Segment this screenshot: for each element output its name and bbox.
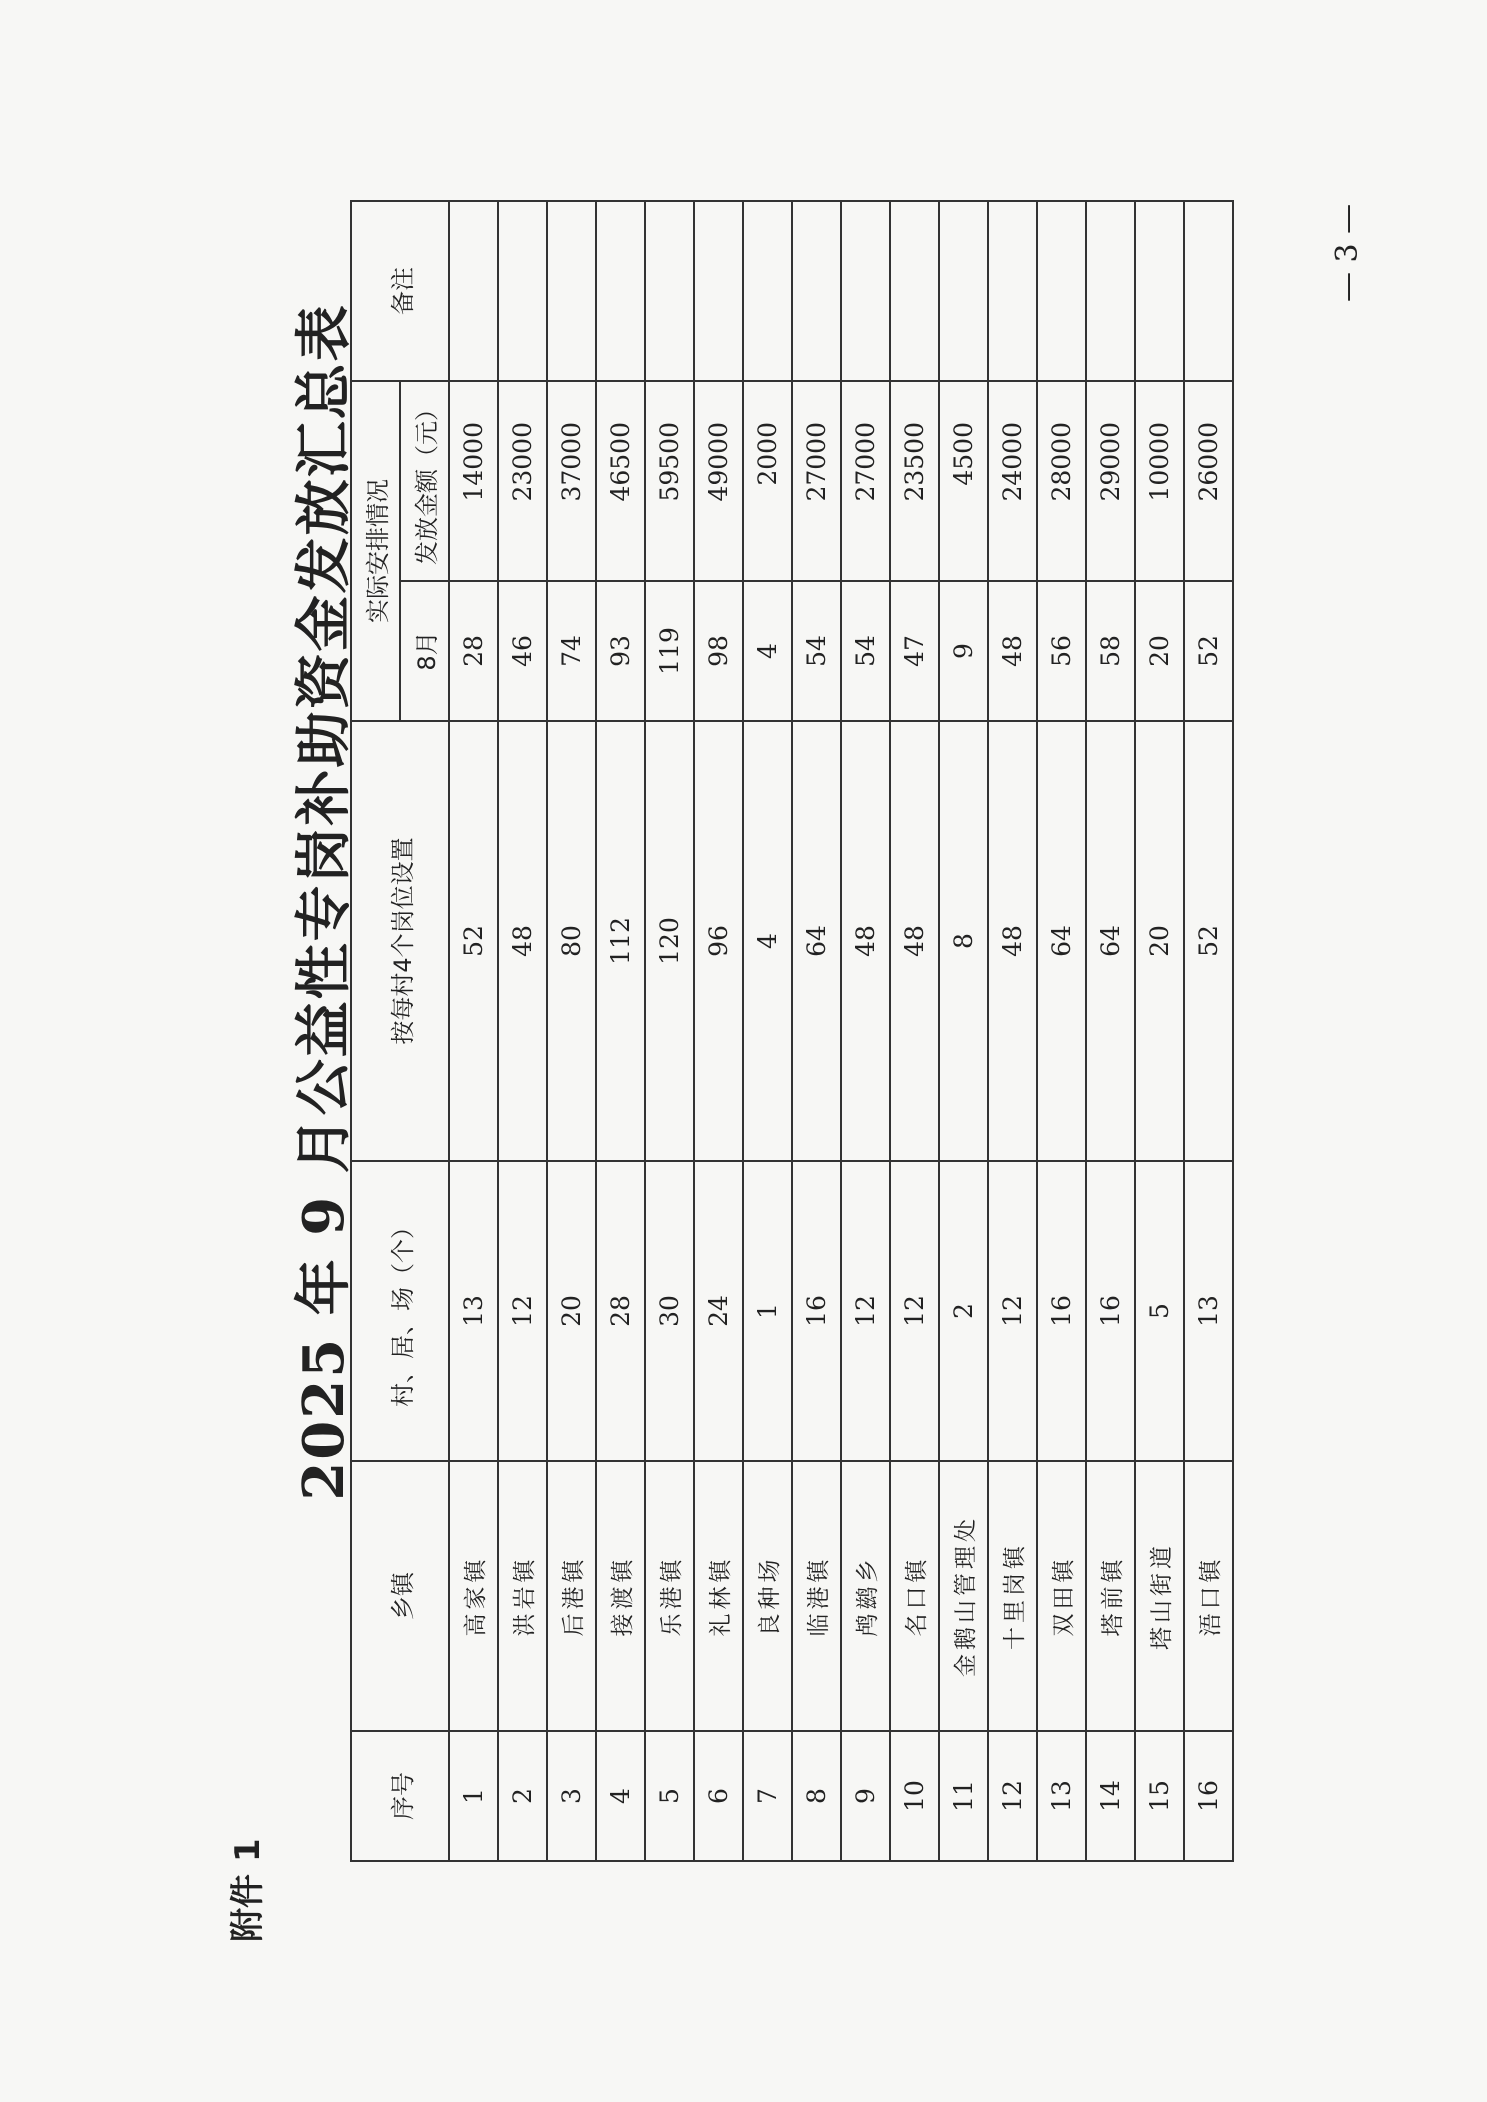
cell-remark xyxy=(841,201,890,381)
cell-amount: 49000 xyxy=(694,381,743,581)
cell-seq: 10 xyxy=(890,1731,939,1861)
cell-remark xyxy=(645,201,694,381)
cell-seq: 12 xyxy=(988,1731,1037,1861)
cell-amount: 27000 xyxy=(792,381,841,581)
table-row xyxy=(988,201,1037,1861)
header-town: 乡镇 xyxy=(351,1461,449,1731)
cell-positions: 48 xyxy=(498,721,547,1161)
cell-positions: 48 xyxy=(988,721,1037,1161)
header-actual: 实际安排情况 xyxy=(351,381,400,721)
cell-month: 54 xyxy=(841,581,890,721)
subsidy-summary-table xyxy=(350,200,1234,1862)
cell-town: 良种场 xyxy=(743,1461,792,1731)
cell-month: 20 xyxy=(1135,581,1184,721)
cell-month: 119 xyxy=(645,581,694,721)
cell-villages: 5 xyxy=(1135,1161,1184,1461)
cell-positions: 80 xyxy=(547,721,596,1161)
cell-remark xyxy=(1135,201,1184,381)
cell-town: 临港镇 xyxy=(792,1461,841,1731)
cell-positions: 120 xyxy=(645,721,694,1161)
cell-remark xyxy=(743,201,792,381)
cell-villages: 12 xyxy=(498,1161,547,1461)
header-seq: 序号 xyxy=(351,1731,449,1861)
cell-amount: 37000 xyxy=(547,381,596,581)
cell-town: 高家镇 xyxy=(449,1461,498,1731)
cell-remark xyxy=(596,201,645,381)
cell-villages: 2 xyxy=(939,1161,988,1461)
cell-villages: 20 xyxy=(547,1161,596,1461)
cell-amount: 29000 xyxy=(1086,381,1135,581)
cell-positions: 4 xyxy=(743,721,792,1161)
cell-villages: 12 xyxy=(841,1161,890,1461)
cell-remark xyxy=(890,201,939,381)
table-row xyxy=(1037,201,1086,1861)
cell-villages: 16 xyxy=(792,1161,841,1461)
cell-remark xyxy=(449,201,498,381)
cell-seq: 16 xyxy=(1184,1731,1233,1861)
cell-amount: 23000 xyxy=(498,381,547,581)
table-row xyxy=(743,201,792,1861)
cell-remark xyxy=(498,201,547,381)
cell-villages: 12 xyxy=(890,1161,939,1461)
cell-town: 名口镇 xyxy=(890,1461,939,1731)
cell-month: 56 xyxy=(1037,581,1086,721)
cell-seq: 11 xyxy=(939,1731,988,1861)
cell-villages: 16 xyxy=(1086,1161,1135,1461)
cell-month: 28 xyxy=(449,581,498,721)
cell-month: 93 xyxy=(596,581,645,721)
table-row xyxy=(939,201,988,1861)
cell-remark xyxy=(1184,201,1233,381)
cell-positions: 48 xyxy=(890,721,939,1161)
cell-remark xyxy=(792,201,841,381)
cell-positions: 52 xyxy=(1184,721,1233,1161)
cell-seq: 5 xyxy=(645,1731,694,1861)
attachment-label: 附件 1 xyxy=(228,1838,268,1942)
table-row xyxy=(1086,201,1135,1861)
document-title: 2025 年 9 月公益性专岗补助资金发放汇总表 xyxy=(291,303,357,1501)
cell-villages: 30 xyxy=(645,1161,694,1461)
header-villages: 村、居、场（个） xyxy=(351,1161,449,1461)
header-positions: 按每村4个岗位设置 xyxy=(351,721,449,1161)
cell-seq: 9 xyxy=(841,1731,890,1861)
cell-remark xyxy=(694,201,743,381)
cell-seq: 2 xyxy=(498,1731,547,1861)
cell-seq: 8 xyxy=(792,1731,841,1861)
cell-amount: 46500 xyxy=(596,381,645,581)
cell-town: 十里岗镇 xyxy=(988,1461,1037,1731)
cell-remark xyxy=(547,201,596,381)
cell-seq: 6 xyxy=(694,1731,743,1861)
table-row xyxy=(841,201,890,1861)
cell-amount: 14000 xyxy=(449,381,498,581)
cell-town: 后港镇 xyxy=(547,1461,596,1731)
cell-seq: 3 xyxy=(547,1731,596,1861)
cell-town: 浯口镇 xyxy=(1184,1461,1233,1731)
table-row xyxy=(449,201,498,1861)
cell-month: 98 xyxy=(694,581,743,721)
cell-seq: 13 xyxy=(1037,1731,1086,1861)
cell-seq: 14 xyxy=(1086,1731,1135,1861)
header-month: 8月 xyxy=(400,581,449,721)
cell-month: 4 xyxy=(743,581,792,721)
cell-positions: 52 xyxy=(449,721,498,1161)
cell-month: 46 xyxy=(498,581,547,721)
cell-town: 塔山街道 xyxy=(1135,1461,1184,1731)
cell-amount: 26000 xyxy=(1184,381,1233,581)
cell-seq: 1 xyxy=(449,1731,498,1861)
cell-villages: 13 xyxy=(449,1161,498,1461)
header-remark: 备注 xyxy=(351,201,449,381)
table-row xyxy=(547,201,596,1861)
header-amount: 发放金额（元） xyxy=(400,381,449,581)
cell-seq: 4 xyxy=(596,1731,645,1861)
cell-amount: 28000 xyxy=(1037,381,1086,581)
cell-town: 金鹅山管理处 xyxy=(939,1461,988,1731)
cell-seq: 15 xyxy=(1135,1731,1184,1861)
cell-month: 47 xyxy=(890,581,939,721)
cell-villages: 1 xyxy=(743,1161,792,1461)
cell-month: 54 xyxy=(792,581,841,721)
cell-amount: 2000 xyxy=(743,381,792,581)
cell-remark xyxy=(988,201,1037,381)
cell-amount: 23500 xyxy=(890,381,939,581)
cell-positions: 48 xyxy=(841,721,890,1161)
cell-month: 9 xyxy=(939,581,988,721)
cell-positions: 64 xyxy=(792,721,841,1161)
cell-amount: 59500 xyxy=(645,381,694,581)
cell-town: 洪岩镇 xyxy=(498,1461,547,1731)
cell-town: 双田镇 xyxy=(1037,1461,1086,1731)
cell-villages: 16 xyxy=(1037,1161,1086,1461)
cell-positions: 20 xyxy=(1135,721,1184,1161)
cell-town: 鸬鹚乡 xyxy=(841,1461,890,1731)
table-row xyxy=(498,201,547,1861)
cell-villages: 24 xyxy=(694,1161,743,1461)
cell-town: 接渡镇 xyxy=(596,1461,645,1731)
cell-seq: 7 xyxy=(743,1731,792,1861)
cell-month: 74 xyxy=(547,581,596,721)
cell-positions: 112 xyxy=(596,721,645,1161)
cell-villages: 13 xyxy=(1184,1161,1233,1461)
cell-amount: 27000 xyxy=(841,381,890,581)
cell-town: 塔前镇 xyxy=(1086,1461,1135,1731)
cell-amount: 10000 xyxy=(1135,381,1184,581)
table-row xyxy=(1135,201,1184,1861)
cell-amount: 4500 xyxy=(939,381,988,581)
table-row xyxy=(792,201,841,1861)
cell-villages: 12 xyxy=(988,1161,1037,1461)
table-row xyxy=(596,201,645,1861)
cell-positions: 8 xyxy=(939,721,988,1161)
table-row xyxy=(645,201,694,1861)
cell-town: 乐港镇 xyxy=(645,1461,694,1731)
table-body xyxy=(449,201,1233,1861)
cell-amount: 24000 xyxy=(988,381,1037,581)
cell-positions: 64 xyxy=(1037,721,1086,1161)
cell-remark xyxy=(1086,201,1135,381)
table-row xyxy=(694,201,743,1861)
cell-positions: 64 xyxy=(1086,721,1135,1161)
cell-town: 礼林镇 xyxy=(694,1461,743,1731)
cell-remark xyxy=(939,201,988,381)
cell-month: 48 xyxy=(988,581,1037,721)
table-row xyxy=(890,201,939,1861)
cell-remark xyxy=(1037,201,1086,381)
cell-month: 52 xyxy=(1184,581,1233,721)
cell-villages: 28 xyxy=(596,1161,645,1461)
page-number: — 3 — xyxy=(1330,203,1365,302)
cell-positions: 96 xyxy=(694,721,743,1161)
cell-month: 58 xyxy=(1086,581,1135,721)
table-row xyxy=(1184,201,1233,1861)
